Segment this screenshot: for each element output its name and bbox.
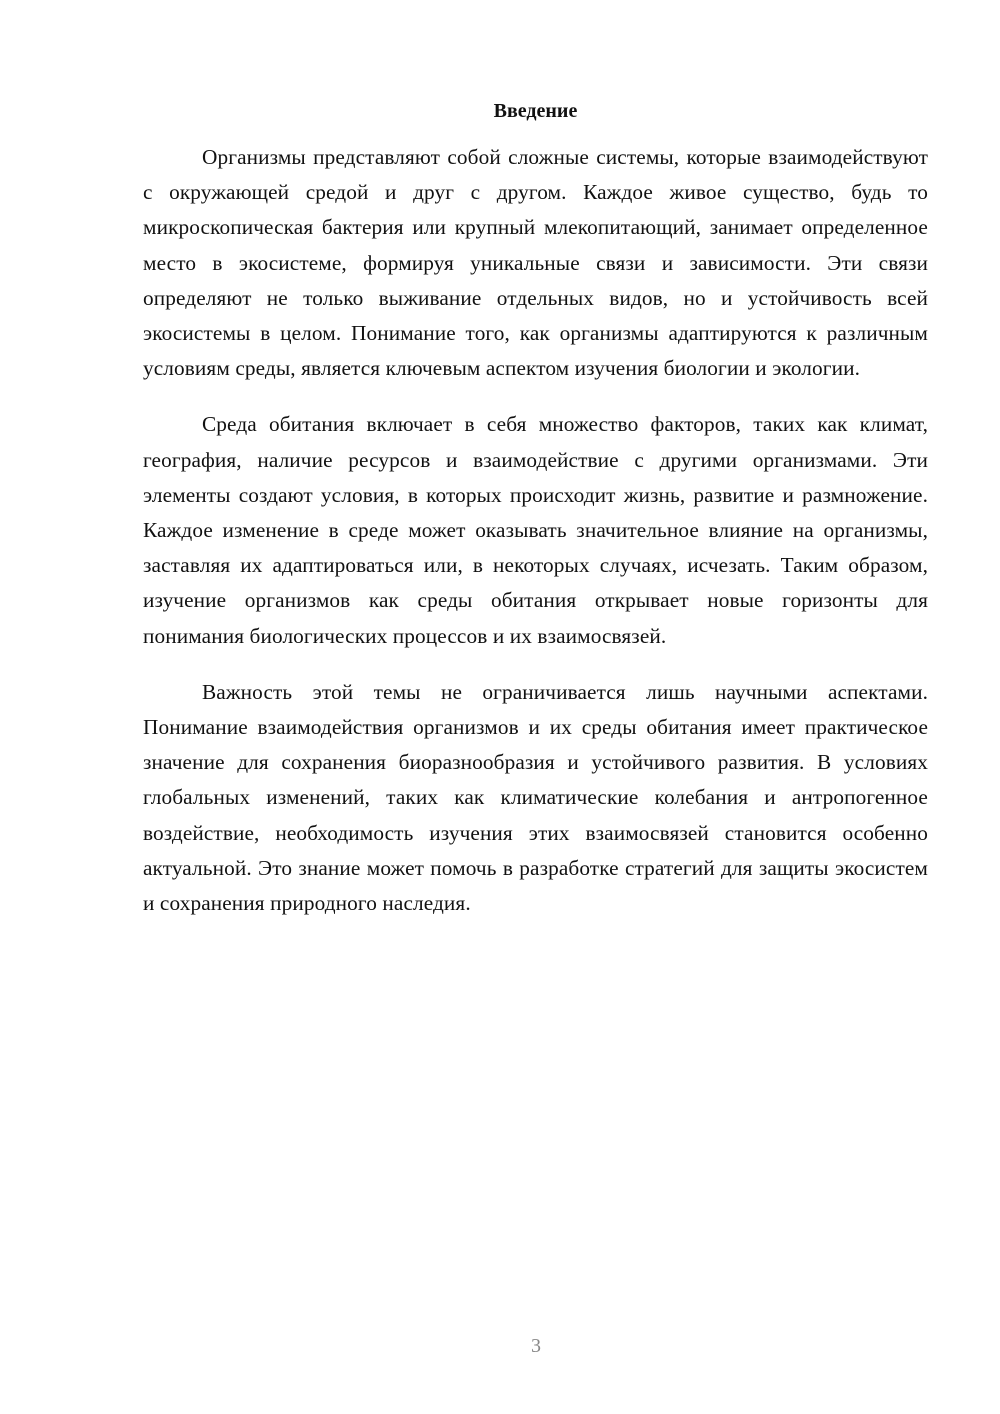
page-title: Введение [493, 100, 578, 122]
paragraph-2: Среда обитания включает в себя множество факторов, таких как климат, география, наличие ресурсов и взаимодействие с другими организмами. Эти элементы создают условия, в которых происходит жизнь, развитие и размножение. Каждое изменение в среде может оказывать значительное влияние на организмы, заставляя их адаптироваться или, в некоторых случаях, исчезать. Таким образом, изучение организмов как среды обитания открывает новые горизонты для понимания биологических процессов и их взаимосвязей. [143, 412, 928, 648]
page-number: 3 [531, 1335, 541, 1357]
paragraph-3: Важность этой темы не ограничивается лишь научными аспектами. Понимание взаимодействия организмов и их среды обитания имеет практическое значение для сохранения биоразнообразия и устойчивого развития. В условиях глобальных изменений, таких как климатические колебания и антропогенное воздействие, необходимость изучения этих взаимосвязей становится особенно актуальной. Это знание может помочь в разработке стратегий для защиты экосистем и сохранения природного наследия. [143, 679, 928, 916]
page-content [143, 96, 928, 921]
paragraph-1: Организмы представляют собой сложные системы, которые взаимодействуют с окружающей средой и друг с другом. Каждое живое существо, будь то микроскопическая бактерия или крупный млекопитающий, занимает определенное место в экосистеме, формируя уникальные связи и зависимости. Эти связи определяют не только выживание отдельных видов, но и устойчивость всей экосистемы в целом. Понимание того, как организмы адаптируются к различным условиям среды, является ключевым аспектом изучения биологии и экологии. [143, 145, 928, 381]
